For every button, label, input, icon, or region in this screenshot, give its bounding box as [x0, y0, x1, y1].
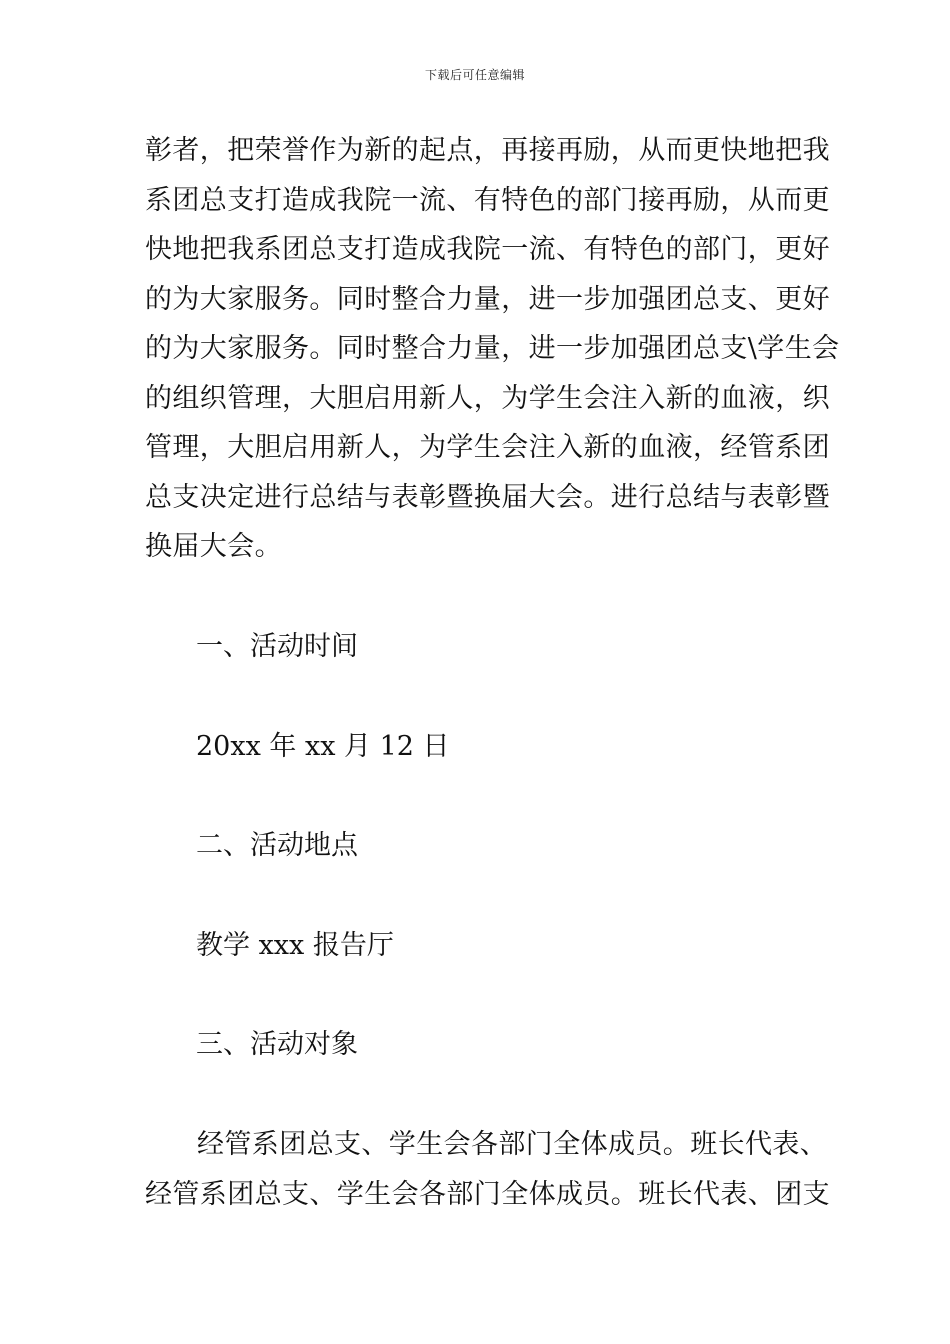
section-heading-place: 二、活动地点: [196, 830, 358, 861]
paragraph-line: 换届大会。: [145, 531, 282, 562]
section-heading-target: 三、活动对象: [196, 1029, 358, 1060]
paragraph-line: 的组织管理，大胆启用新人，为学生会注入新的血液，织: [145, 382, 830, 414]
paragraph-line: 的为大家服务。同时整合力量，进一步加强团总支、更好: [145, 283, 830, 315]
paragraph-line: 快地把我系团总支打造成我院一流、有特色的部门，更好: [145, 234, 830, 265]
paragraph-line: 经管系团总支、学生会各部门全体成员。班长代表、团支: [145, 1178, 830, 1210]
paragraph-line: 系团总支打造成我院一流、有特色的部门接再励，从而更: [145, 184, 830, 216]
header-note: 下载后可任意编辑: [424, 68, 525, 82]
paragraph-line: 的为大家服务。同时整合力量，进一步加强团总支\学生会: [145, 333, 840, 364]
activity-time-value: 20xx 年 xx 月 12 日: [196, 731, 450, 762]
paragraph-line: 管理，大胆启用新人，为学生会注入新的血液，经管系团: [145, 432, 830, 463]
paragraph-line: 彰者，把荣誉作为新的起点，再接再励，从而更快地把我: [145, 135, 830, 166]
section-heading-time: 一、活动时间: [196, 631, 358, 662]
paragraph-line: 经管系团总支、学生会各部门全体成员。班长代表、: [197, 1129, 828, 1160]
paragraph-line: 总支决定进行总结与表彰暨换届大会。进行总结与表彰暨: [145, 481, 830, 513]
paragraph-intro: [145, 126, 840, 572]
paragraph-participants: [145, 1120, 830, 1219]
activity-place-value: 教学 xxx 报告厅: [196, 930, 394, 961]
